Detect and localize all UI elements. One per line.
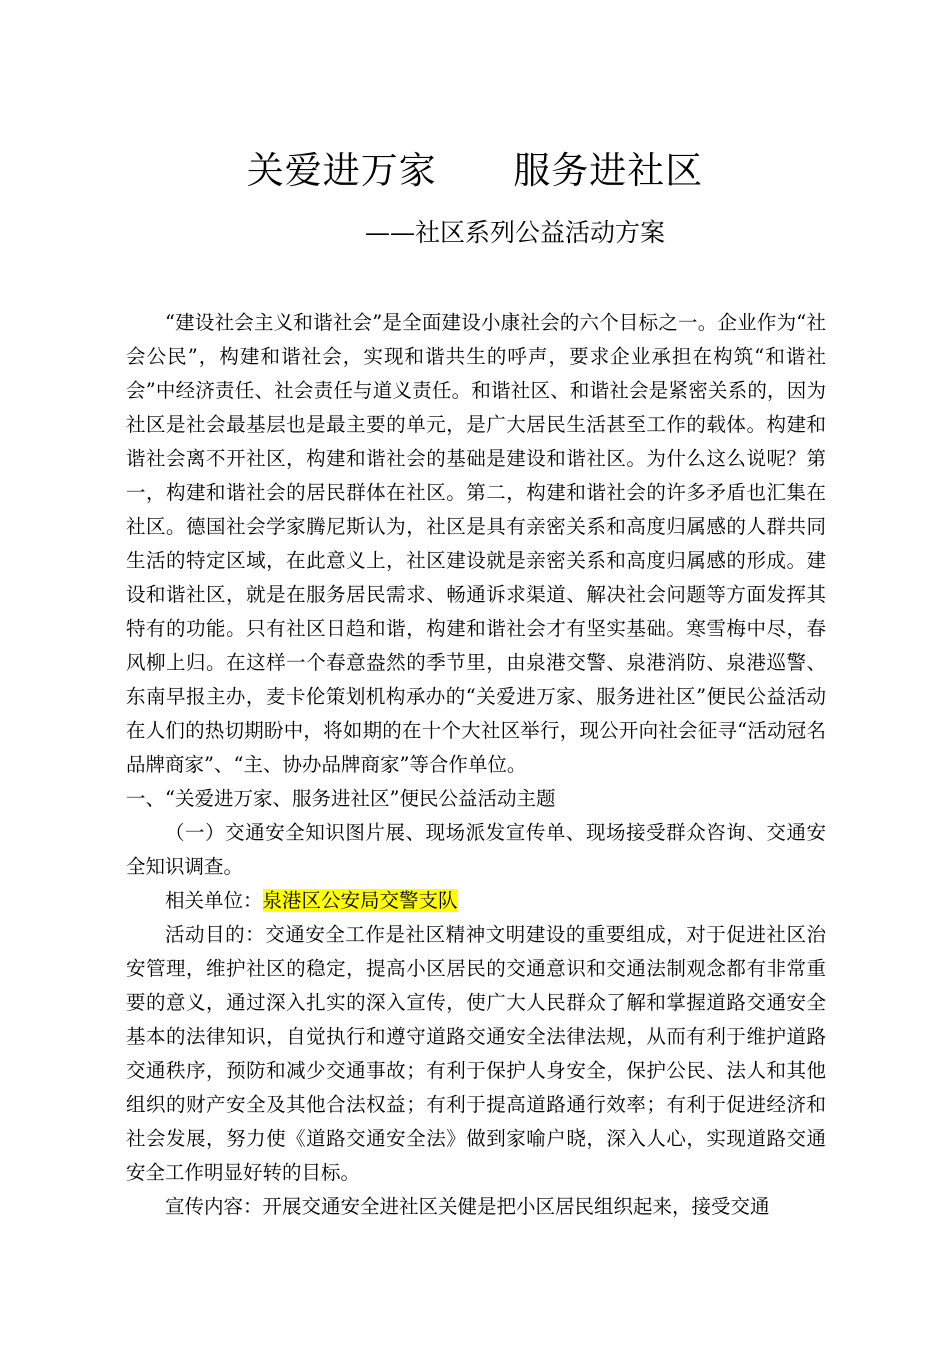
purpose-paragraph: 活动目的：交通安全工作是社区精神文明建设的重要组成，对于促进社区治安管理，维护社区的稳定，提高小区居民的交通意识和交通法制观念都有非常重要的意义，通过深入扎实的深入宣传，使广大人民群众了解和掌握道路交通安全基本的法律知识，自觉执行和遵守道路交通安全法律法规，从而有利于维护道路交通秩序，预防和减少交通事故；有利于保护人身安全，保护公民、法人和其他组织的财产安全及其他合法权益；有利于提高道路通行效率；有利于促进经济和社会发展，努力使《道路交通安全法》做到家喻户晓，深入人心，实现道路交通安全工作明显好转的目标。 — [126, 923, 826, 1184]
document-subtitle: ——社区系列公益活动方案 — [365, 218, 666, 247]
document-body — [126, 306, 826, 1224]
item-1-paragraph: （一）交通安全知识图片展、现场派发宣传单、现场接受群众咨询、交通安全知识调查。 — [126, 821, 826, 878]
section-heading-1: 一、“关爱进万家、服务进社区”便民公益活动主题 — [126, 787, 556, 810]
publicity-paragraph: 宣传内容：开展交通安全进社区关健是把小区居民组织起来，接受交通 — [165, 1195, 770, 1218]
related-units-value: 泉港区公安局交警支队 — [262, 889, 458, 912]
intro-paragraph: “建设社会主义和谐社会”是全面建设小康社会的六个目标之一。企业作为“社会公民”，构建和谐社会，实现和谐共生的呼声，要求企业承担在构筑“和谐社会”中经济责任、社会责任与道义责任。和谐社区、和谐社会是紧密关系的，因为社区是社会最基层也是最主要的单元，是广大居民生活甚至工作的载体。构建和谐社会离不开社区，构建和谐社会的基础是建设和谐社区。为什么这么说呢？第一，构建和谐社会的居民群体在社区。第二，构建和谐社会的许多矛盾也汇集在社区。德国社会学家腾尼斯认为，社区是具有亲密关系和高度归属感的人群共同生活的特定区域，在此意义上，社区建设就是亲密关系和高度归属感的形成。建设和谐社区，就是在服务居民需求、畅通诉求渠道、解决社会问题等方面发挥其特有的功能。只有社区日趋和谐，构建和谐社会才有坚实基础。寒雪梅中尽，春风柳上归。在这样一个春意盎然的季节里，由泉港交警、泉港消防、泉港巡警、东南早报主办，麦卡伦策划机构承办的“关爱进万家、服务进社区”便民公益活动在人们的热切期盼中，将如期的在十个大社区举行，现公开向社会征寻“活动冠名品牌商家”、“主、协办品牌商家”等合作单位。 — [126, 311, 826, 776]
related-units-label: 相关单位： — [165, 889, 263, 912]
document-title: 关爱进万家 服务进社区 — [246, 149, 704, 192]
related-units-line — [126, 884, 826, 918]
